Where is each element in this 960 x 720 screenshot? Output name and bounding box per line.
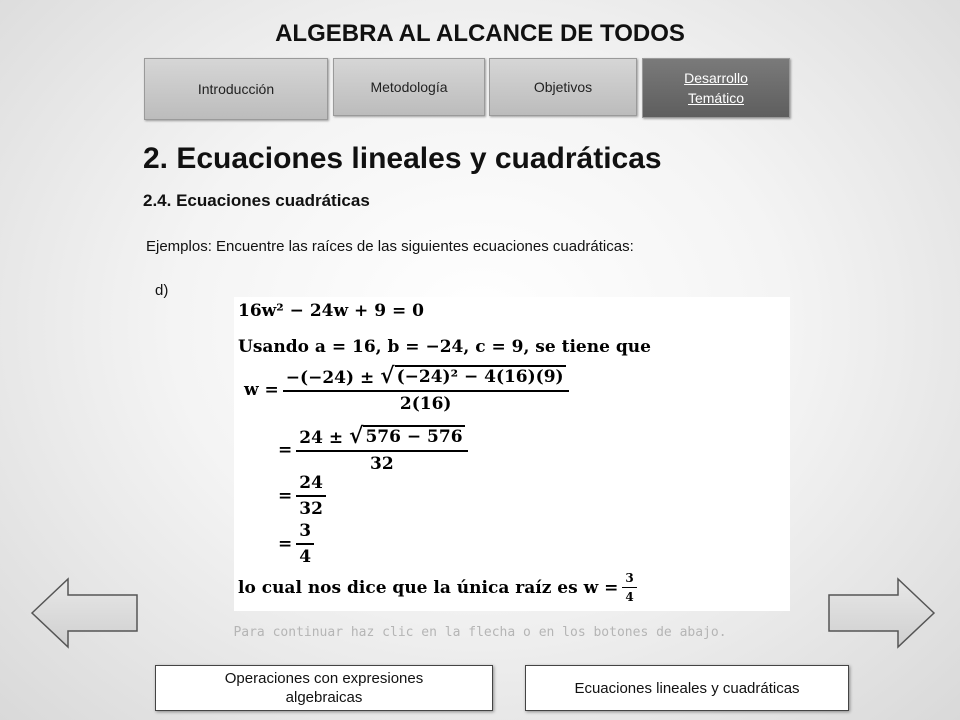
sqrt-icon: √ 576 − 576 xyxy=(349,423,463,449)
fraction-step-2 xyxy=(296,425,467,474)
tab-desarrollo-tematico[interactable]: Desarrollo Temático xyxy=(642,58,790,118)
fraction-step-1 xyxy=(283,365,569,414)
quadratic-equation: 16w² − 24w + 9 = 0 xyxy=(238,301,424,321)
step3-denominator: 32 xyxy=(299,499,323,519)
conclusion-text: lo cual nos dice que la única raíz es w = xyxy=(238,577,619,598)
examples-intro: Ejemplos: Encuentre las raíces de las siguientes ecuaciones cuadráticas: xyxy=(146,238,634,255)
step2-denominator: 32 xyxy=(370,454,394,474)
step3-numerator: 24 xyxy=(296,473,326,497)
step1-numerator-a: −(−24) ± xyxy=(285,368,375,388)
solution-image xyxy=(234,297,790,611)
w-equals: w = xyxy=(244,379,279,400)
example-label: d) xyxy=(155,282,169,299)
subsection-title: 2.4. Ecuaciones cuadráticas xyxy=(143,191,370,210)
tab-objetivos[interactable]: Objetivos xyxy=(489,58,637,116)
answer-numerator: 3 xyxy=(622,571,636,588)
answer-fraction xyxy=(622,571,636,604)
step1-denominator: 2(16) xyxy=(399,394,452,414)
fraction-step-4 xyxy=(296,521,314,567)
navigation-hint: Para continuar haz clic en la flecha o en los botones de abajo. xyxy=(233,625,727,640)
answer-denominator: 4 xyxy=(625,590,634,604)
coefficients-line: Usando a = 16, b = −24, c = 9, se tiene que xyxy=(238,337,651,357)
sqrt-icon: √ (−24)² − 4(16)(9) xyxy=(380,363,564,389)
formula-step-4: = $\frac{3}{4}$ xyxy=(278,521,318,567)
step2-numerator-b: 576 − 576 xyxy=(365,427,463,447)
section-title: 2. Ecuaciones lineales y cuadráticas xyxy=(143,142,662,175)
tab-introduccion[interactable]: Introducción xyxy=(144,58,328,120)
page-title: ALGEBRA AL ALCANCE DE TODOS xyxy=(275,20,685,47)
step2-numerator-a: 24 ± xyxy=(299,428,344,448)
step4-denominator: 4 xyxy=(299,547,312,567)
conclusion-line xyxy=(238,571,641,604)
next-topic-button[interactable]: Ecuaciones lineales y cuadráticas xyxy=(525,665,849,711)
step4-numerator: 3 xyxy=(296,521,314,545)
formula-step-3: = $\frac{24}{32}$ xyxy=(278,473,330,519)
prev-topic-button[interactable]: Operaciones con expresiones algebraicas xyxy=(155,665,493,711)
formula-step-2: = 24 ± √ 576 − 576 32 xyxy=(278,425,472,474)
step1-numerator-b: (−24)² − 4(16)(9) xyxy=(396,367,564,387)
formula-step-1 xyxy=(244,365,573,414)
tab-metodologia[interactable]: Metodología xyxy=(333,58,485,116)
fraction-step-3 xyxy=(296,473,326,519)
